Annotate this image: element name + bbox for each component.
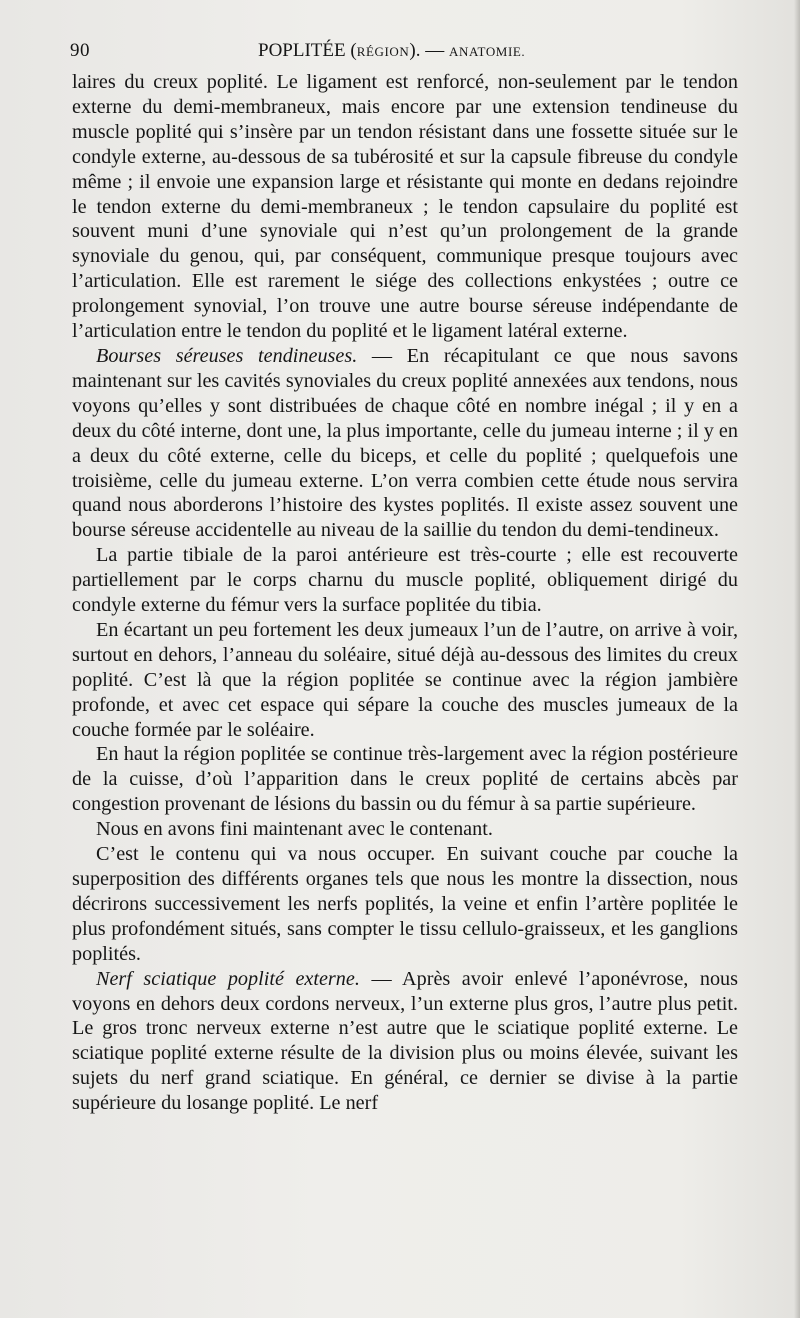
running-title-dash: —: [425, 40, 445, 61]
paragraph-text: La partie tibiale de la paroi antérieure est très-courte ; elle est recouverte partiellement par le corps charnu du muscle poplité, obliquement dirigé du condyle externe du fémur vers la surface poplitée du tibia.: [72, 544, 738, 617]
paragraph-partie-tibiale: [72, 543, 738, 618]
paragraph-heading: Bourses séreuses tendineuses.: [96, 344, 358, 367]
paragraph-contenant: [72, 817, 738, 842]
page-number: 90: [70, 40, 90, 61]
running-title: [258, 40, 525, 62]
paragraph-contenu: [72, 842, 738, 967]
running-title-section: ANATOMIE.: [448, 44, 526, 59]
scan-edge-shadow: [794, 0, 800, 1318]
body-text: [72, 70, 738, 1116]
paragraph-ecartant-jumeaux: [72, 618, 738, 743]
paragraph-text: En haut la région poplitée se continue très-largement avec la région postérieure de la cuisse, d’où l’apparition dans le creux poplité de certains abcès par congestion provenant de lésions du bassin ou du fémur à sa partie supérieure.: [72, 743, 738, 816]
running-title-region: RÉGION: [356, 44, 410, 59]
paragraph-region-posterieure: [72, 742, 738, 817]
paragraph-text: C’est le contenu qui va nous occuper. En suivant couche par couche la superposition des différents organes tels que nous les montre la dissection, nous décrirons successivement les nerfs poplités, la veine et enfin l’artère poplitée le plus profondément situés, sans compter le tissu cellulo-graisseux, et les ganglions poplités.: [72, 843, 738, 965]
paragraph-nerf-sciatique: [72, 967, 738, 1116]
paragraph-text: — Après avoir enlevé l’aponévrose, nous voyons en dehors deux cordons nerveux, l’un externe plus gros, l’autre plus petit. Le gros tronc nerveux externe n’est autre que le sciatique poplité externe. Le sciatique poplité externe résulte de la division plus ou moins élevée, suivant les sujets du nerf grand sciatique. En général, ce dernier se divise à la partie supérieure du losange poplité. Le nerf: [72, 967, 738, 1115]
paragraph-continuation: [72, 70, 738, 344]
paragraph-text: Nous en avons fini maintenant avec le contenant.: [96, 818, 493, 841]
running-title-close: ).: [409, 40, 421, 61]
paragraph-heading: Nerf sciatique poplité externe.: [96, 967, 360, 990]
paragraph-text: — En récapitulant ce que nous savons maintenant sur les cavités synoviales du creux poplité annexées aux tendons, nous voyons qu’elles y sont distribuées de chaque côté en nombre inégal ; il y en a deux du côté interne, dont une, la plus importante, celle du jumeau interne ; il y en a deux du côté externe, celle du biceps, et celle du poplité ; quelquefois une troisième, celle du jumeau externe. L’on verra combien cette étude nous servira quand nous aborderons l’histoire des kystes poplités. Il existe assez souvent une bourse séreuse accidentelle au niveau de la saillie du tendon du demi-tendineux.: [72, 344, 738, 542]
running-title-main: POPLITÉE (: [258, 40, 357, 61]
paragraph-text: En écartant un peu fortement les deux jumeaux l’un de l’autre, on arrive à voir, surtout en dehors, l’anneau du soléaire, situé déjà au-dessous des limites du creux poplité. C’est là que la région poplitée se continue avec la région jambière profonde, et avec cet espace qui sépare la couche des muscles jumeaux de la couche formée par le soléaire.: [72, 618, 738, 741]
paragraph-bourses-sereuses: [72, 344, 738, 543]
paragraph-text: laires du creux poplité. Le ligament est renforcé, non-seulement par le tendon externe du demi-membraneux, mais encore par une extension tendineuse du muscle poplité qui s’insère par un tendon résistant dans une fossette située sur le condyle externe, au-dessous de sa tubérosité et sur la capsule fibreuse du condyle même ; il envoie une expansion large et résistante qui monte en dedans rejoindre le tendon externe du demi-membraneux ; le tendon capsulaire du poplité est souvent muni d’une synoviale qui n’est qu’un prolongement de la grande synoviale du genou, qui, par conséquent, communique presque toujours avec l’articulation. Elle est rarement le siége des collections enkystées ; outre ce prolongement synovial, l’on trouve une autre bourse séreuse indépendante de l’articulation entre le tendon du poplité et le ligament latéral externe.: [72, 71, 738, 343]
running-header: [72, 40, 738, 70]
